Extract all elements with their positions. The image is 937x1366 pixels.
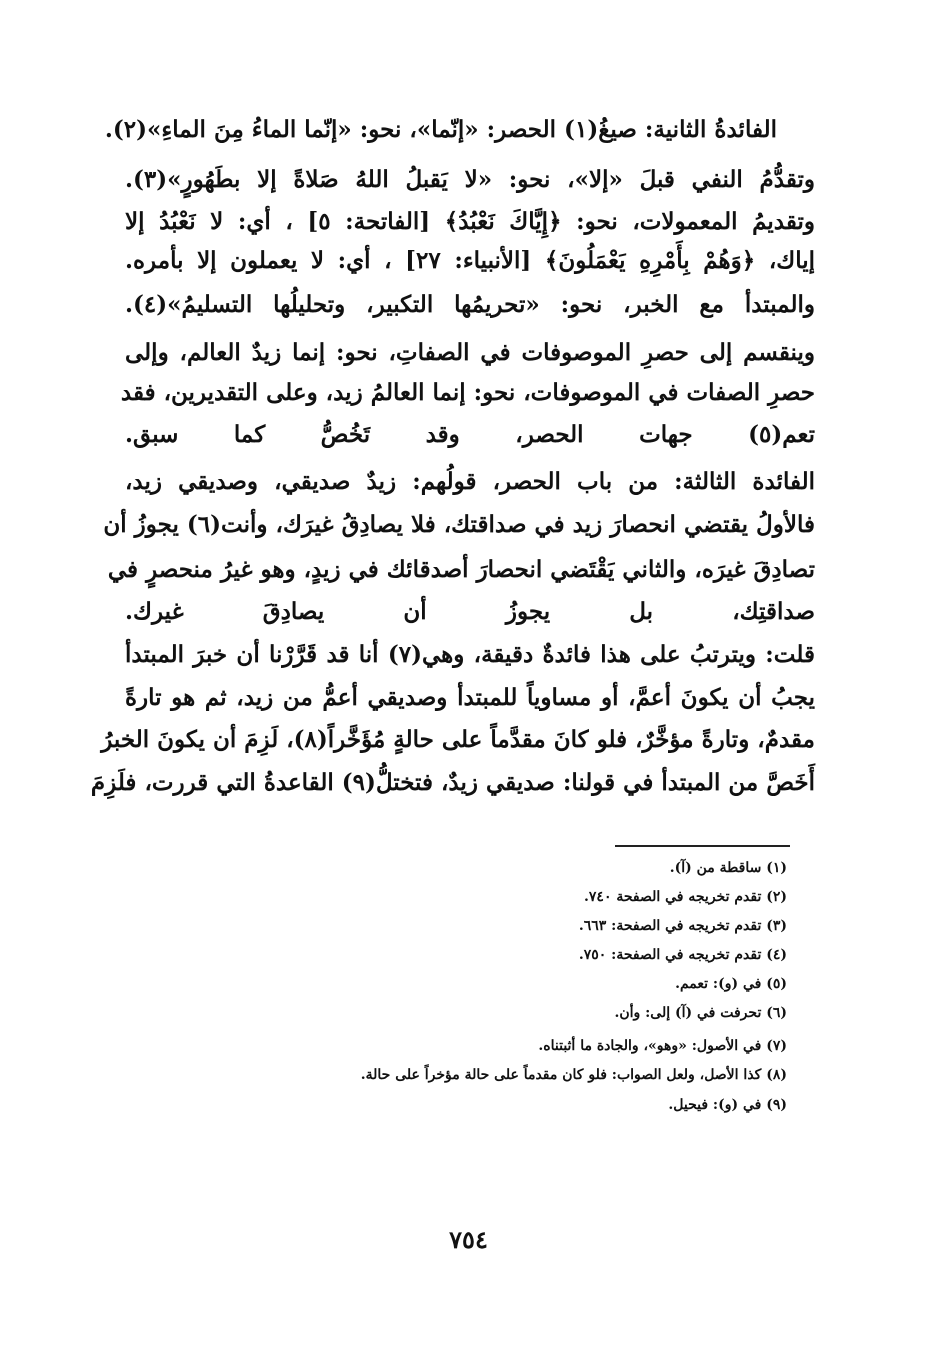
footnote: (٧) في الأصول: «وهو»، والجادة ما أثبتناه. <box>538 1038 787 1054</box>
body-text-line: حصرِ الصفات في الموصوفات، نحو: إنما العالمُ زيد، وعلى التقديرين، فقد <box>120 379 815 406</box>
body-text-line: الفائدةُ الثانية: صيغُ(١) الحصر: «إنّما»، نحو: «إنّما الماءُ مِنَ الماءِ»(٢). <box>104 116 777 143</box>
body-text-line: وتقدُّمُ النفي قبلَ «إلا»، نحو: «لا يَقبلُ اللهُ صَلاةً إلا بطَهُورٍ»(٣). <box>125 166 815 193</box>
footnote: (١) ساقطة من (آ). <box>669 860 787 876</box>
footnote: (٨) كذا الأصل، ولعل الصواب: فلو كان مقدماً على حالة مؤخراً على حالة. <box>360 1067 787 1083</box>
footnote: (٣) تقدم تخريجه في الصفحة: ٦٦٣. <box>578 918 787 934</box>
footnote: (٦) تحرفت في (آ) إلى: وأن. <box>614 1005 787 1021</box>
body-text-line: تصادِقَ غيرَه، والثاني يَقْتَضي انحصارَ أصدقائك في زيدٍ، وهو غيرُ منحصرٍ في <box>107 556 815 583</box>
body-text-line: أَخَصَّ من المبتدأ في قولنا: صديقي زيدٌ، فتختلُّ(٩) القاعدةُ التي قررت، فلَزِمَ <box>90 769 815 796</box>
body-text-line: مقدمٌ، وتارةً مؤخَّرٌ، فلو كانَ مقدَّماً على حالةٍ مُؤَخَّراً(٨)، لَزِمَ أن يكونَ الخبرُ <box>101 726 815 753</box>
body-text-line: وتقديمُ المعمولات، نحو: ﴿إِيَّاكَ نَعْبُدُ﴾ [الفاتحة: ٥] ، أي: لا نَعْبُدُ إلا <box>125 208 815 235</box>
footnote: (٥) في (و): تعمم. <box>675 976 787 992</box>
footnote: (٩) في (و): فيحيل. <box>668 1097 787 1113</box>
body-text-line: والمبتدأ مع الخبر، نحو: «تحريمُها التكبير، وتحليلُها التسليمُ»(٤). <box>125 291 815 318</box>
body-text-line: تعم(٥) جهات الحصر، وقد تَخُصُّ كما سبق. <box>125 421 815 448</box>
body-text-line: فالأولُ يقتضي انحصارَ زيد في صداقتك، فلا يصادِقُ غيرَك، وأنت(٦) يجوزُ أن <box>103 511 815 538</box>
body-text-line: قلت: ويترتبُ على هذا فائدةٌ دقيقة، وهي(٧) أنا قد قَرَّرْنا أن خبرَ المبتدأ <box>125 641 815 668</box>
body-text-line: الفائدة الثالثة: من باب الحصر، قولُهم: زيدٌ صديقي، وصديقي زيد، <box>125 468 815 495</box>
footnote-separator <box>615 845 790 847</box>
body-text-line: صداقتِك، بل يجوزُ أن يصادِقَ غيرك. <box>125 598 815 625</box>
body-text-line: إياك، ﴿وَهُمْ بِأَمْرِهِ يَعْمَلُونَ﴾ [الأنبياء: ٢٧] ، أي: لا يعملون إلا بأمره. <box>125 247 815 274</box>
footnote: (٤) تقدم تخريجه في الصفحة: ٧٥٠. <box>578 947 787 963</box>
body-text-line: يجبُ أن يكونَ أعمَّ، أو مساوياً للمبتدأ وصديقي أعمُّ من زيد، ثم هو تارةً <box>125 684 815 711</box>
body-text-line: وينقسم إلى حصرِ الموصوفات في الصفاتِ، نحو: إنما زيدٌ العالم، وإلى <box>125 339 815 366</box>
footnote: (٢) تقدم تخريجه في الصفحة ٧٤٠. <box>584 889 787 905</box>
page-number: ٧٥٤ <box>449 1225 488 1254</box>
